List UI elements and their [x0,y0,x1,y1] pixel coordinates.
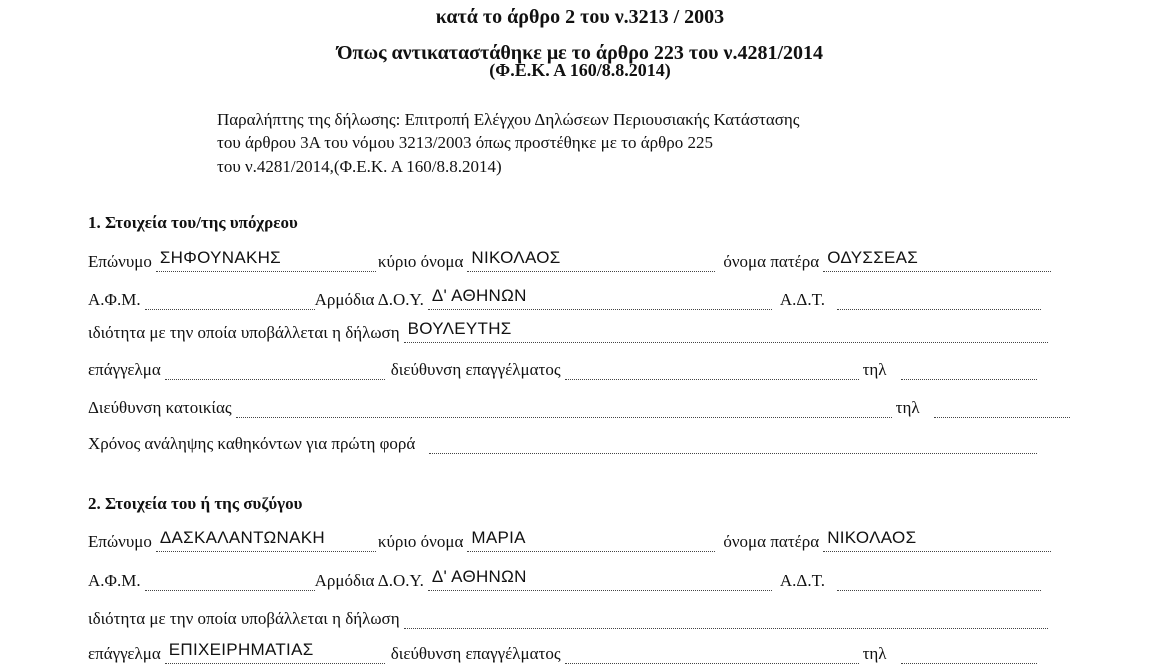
s1-work-address-label: διεύθυνση επαγγέλματος [390,360,561,379]
s2-row-profession [88,638,1118,664]
s2-adt-field[interactable] [837,567,1041,591]
s2-work-address-label: διεύθυνση επαγγέλματος [390,644,561,663]
s1-capacity-field[interactable]: ΒΟΥΛΕΥΤΗΣ [404,319,1048,343]
s2-doy-label: Αρμόδια Δ.Ο.Υ. [314,571,424,590]
s2-father-name-field[interactable]: ΝΙΚΟΛΑΟΣ [823,528,1051,552]
s1-father-name-field[interactable]: ΟΔΥΣΣΕΑΣ [823,248,1051,272]
section-2-title: 2. Στοιχεία του ή της συζύγου [88,494,303,513]
s2-profession-label: επάγγελμα [88,644,161,663]
s1-doy-label: Αρμόδια Δ.Ο.Υ. [314,290,424,309]
s2-phone-field[interactable] [901,640,1037,664]
s2-afm-field[interactable] [145,567,315,591]
s1-phone-label-1: τηλ [862,360,887,379]
s1-first-name-field[interactable]: ΝΙΚΟΛΑΟΣ [467,248,715,272]
s1-surname-field[interactable]: ΣΗΦΟΥΝΑΚΗΣ [156,248,376,272]
s2-row-tax [88,565,1118,591]
s2-phone-label: τηλ [862,644,887,663]
s1-row-home [88,392,1118,418]
s1-surname-label: Επώνυμο [88,252,152,271]
s2-surname-label: Επώνυμο [88,532,152,551]
s2-adt-label: Α.Δ.Τ. [779,571,825,590]
s2-first-name-field[interactable]: ΜΑΡΙΑ [467,528,715,552]
header-line-3: (Φ.Ε.Κ. Α 160/8.8.2014) [489,60,671,80]
s2-surname-field[interactable]: ΔΑΣΚΑΛΑΝΤΩΝΑΚΗ [156,528,376,552]
s1-phone-field-2[interactable] [934,394,1070,418]
s2-row-names [88,526,1118,552]
header-line-2: Όπως αντικαταστάθηκε με το άρθρο 223 του ν.4281/2014 [336,42,824,64]
recipient-line-1: Παραλήπτης της δήλωσης: Επιτροπή Ελέγχου Δηλώσεων Περιουσιακής Κατάστασης [217,110,800,129]
recipient-line-2: του άρθρου 3Α του νόμου 3213/2003 όπως προστέθηκε με το άρθρο 225 [217,133,714,152]
s2-row-capacity [88,603,1118,629]
s2-capacity-field[interactable] [404,605,1048,629]
s1-capacity-label: ιδιότητα με την οποία υποβάλλεται η δήλωση [88,323,400,342]
s1-afm-field[interactable] [145,286,315,310]
s2-doy-field[interactable]: Δ' ΑΘΗΝΩΝ [428,567,772,591]
s1-row-profession [88,354,1118,380]
s1-row-names [88,246,1118,272]
recipient-line-3: του ν.4281/2014,(Φ.Ε.Κ. Α 160/8.8.2014) [217,157,502,176]
s1-phone-label-2: τηλ [895,398,920,417]
s2-capacity-label: ιδιότητα με την οποία υποβάλλεται η δήλωση [88,609,400,628]
s1-row-tax [88,284,1118,310]
s1-row-first-year [88,428,1118,454]
s1-profession-field[interactable] [165,356,385,380]
s1-row-capacity [88,317,1118,343]
s1-profession-label: επάγγελμα [88,360,161,379]
s1-home-address-label: Διεύθυνση κατοικίας [88,398,232,417]
s2-work-address-field[interactable] [565,640,859,664]
s1-father-name-label: όνομα πατέρα [723,252,820,271]
s1-first-year-label: Χρόνος ανάληψης καθηκόντων για πρώτη φορά [88,434,416,453]
s1-home-address-field[interactable] [236,394,892,418]
s2-first-name-label: κύριο όνομα [377,532,464,551]
section-1-title: 1. Στοιχεία του/της υπόχρεου [88,213,298,232]
s1-first-name-label: κύριο όνομα [377,252,464,271]
s1-adt-field[interactable] [837,286,1041,310]
s1-adt-label: Α.Δ.Τ. [779,290,825,309]
s1-work-address-field[interactable] [565,356,859,380]
s1-phone-field-1[interactable] [901,356,1037,380]
s2-afm-label: Α.Φ.Μ. [88,571,141,590]
s1-afm-label: Α.Φ.Μ. [88,290,141,309]
s1-doy-field[interactable]: Δ' ΑΘΗΝΩΝ [428,286,772,310]
s2-father-name-label: όνομα πατέρα [723,532,820,551]
s1-first-year-field[interactable] [429,430,1037,454]
s2-profession-field[interactable]: ΕΠΙΧΕΙΡΗΜΑΤΙΑΣ [165,640,385,664]
header-line-1: κατά το άρθρο 2 του ν.3213 / 2003 [435,6,725,28]
